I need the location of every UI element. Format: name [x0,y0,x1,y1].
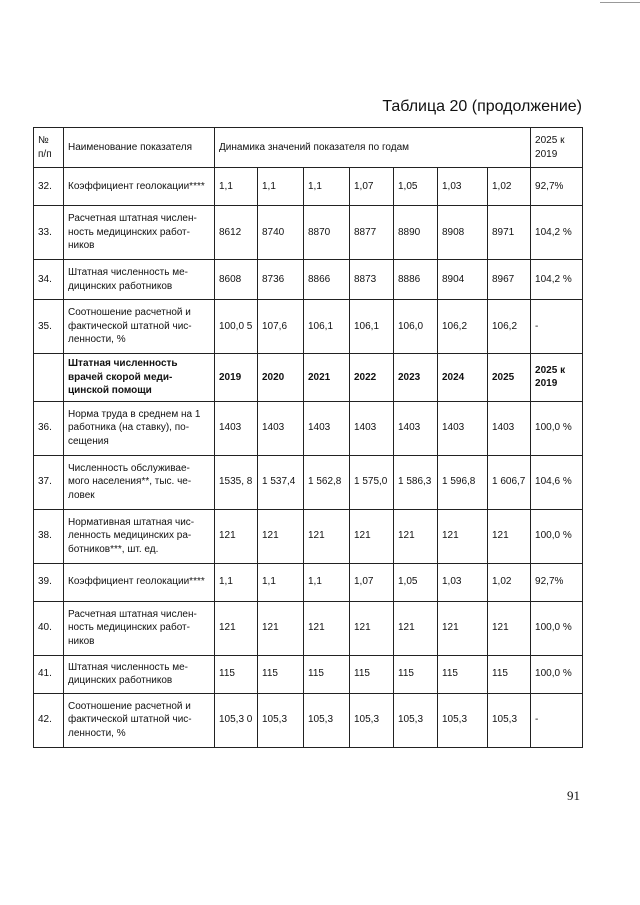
year-value: 115 [215,655,258,693]
year-value: 106,1 [350,300,394,354]
table-row [34,563,583,601]
year-value: 1,1 [215,168,258,206]
year-value: 121 [258,601,304,655]
year-value: 121 [394,601,438,655]
year-value: 105,3 0 [215,693,258,747]
row-number: 40. [34,601,64,655]
year-value: 121 [488,509,531,563]
year-value: 121 [215,601,258,655]
year-value: 1,1 [258,563,304,601]
year-value: 115 [304,655,350,693]
indicator-name: Соотношение расчетной и фактической штатной чис-ленности, % [64,693,215,747]
table-row [34,509,583,563]
row-number: 39. [34,563,64,601]
table-row [34,455,583,509]
table-row [34,601,583,655]
year-value: 107,6 [258,300,304,354]
year-value: 8736 [258,260,304,300]
year-value: 1 537,4 [258,455,304,509]
ratio-value: 2025 к 2019 [531,354,583,402]
year-value: 115 [350,655,394,693]
year-value: 2023 [394,354,438,402]
year-value: 1 586,3 [394,455,438,509]
year-value: 8967 [488,260,531,300]
year-value: 106,0 [394,300,438,354]
ratio-value: 104,6 % [531,455,583,509]
year-value: 105,3 [304,693,350,747]
year-value: 115 [488,655,531,693]
row-number: 35. [34,300,64,354]
year-value: 1,05 [394,563,438,601]
year-value: 2021 [304,354,350,402]
year-value: 8971 [488,206,531,260]
year-value: 8866 [304,260,350,300]
scan-edge-line [600,2,640,3]
indicator-name: Расчетная штатная числен-ность медицинских работ-ников [64,206,215,260]
year-value: 1 596,8 [438,455,488,509]
year-value: 121 [438,509,488,563]
year-value: 105,3 [258,693,304,747]
year-value: 1403 [438,401,488,455]
row-number: 41. [34,655,64,693]
year-value: 1,07 [350,168,394,206]
year-value: 100,0 5 [215,300,258,354]
ratio-value: 104,2 % [531,260,583,300]
year-value: 1403 [215,401,258,455]
year-value: 1 562,8 [304,455,350,509]
year-value: 105,3 [350,693,394,747]
indicator-name: Соотношение расчетной и фактической штатной чис-ленности, % [64,300,215,354]
indicator-name: Коэффициент геолокации**** [64,168,215,206]
year-value: 1,02 [488,563,531,601]
header-dynamics: Динамика значений показателя по годам [215,128,531,168]
row-number: 36. [34,401,64,455]
year-value: 1,03 [438,563,488,601]
year-value: 1,05 [394,168,438,206]
year-value: 8608 [215,260,258,300]
year-value: 106,2 [438,300,488,354]
indicator-name: Штатная численность ме-дицинских работников [64,260,215,300]
year-value: 2019 [215,354,258,402]
table-row [34,693,583,747]
table-row [34,401,583,455]
indicator-name: Штатная численность ме-дицинских работников [64,655,215,693]
indicator-name: Расчетная штатная числен-ность медицинских работ-ников [64,601,215,655]
year-value: 1,1 [304,168,350,206]
table-row [34,168,583,206]
header-no: № п/п [34,128,64,168]
year-value: 115 [258,655,304,693]
year-value: 8873 [350,260,394,300]
year-value: 2020 [258,354,304,402]
year-value: 2025 [488,354,531,402]
ratio-value: 104,2 % [531,206,583,260]
year-value: 121 [258,509,304,563]
indicator-name: Штатная численность врачей скорой меди-цинской помощи [64,354,215,402]
year-value: 1,1 [215,563,258,601]
year-value: 121 [438,601,488,655]
row-number: 34. [34,260,64,300]
page-number: 91 [567,788,580,803]
year-value: 1 575,0 [350,455,394,509]
table-header-row [34,128,583,168]
table-caption: Таблица 20 (продолжение) [382,98,582,115]
table-row [34,206,583,260]
year-value: 121 [488,601,531,655]
row-number: 38. [34,509,64,563]
year-value: 121 [304,601,350,655]
year-value: 105,3 [394,693,438,747]
year-value: 8908 [438,206,488,260]
year-value: 8904 [438,260,488,300]
year-value: 1403 [394,401,438,455]
year-value: 121 [394,509,438,563]
header-ratio: 2025 к 2019 [531,128,583,168]
year-value: 8612 [215,206,258,260]
header-name: Наименование показателя [64,128,215,168]
row-number: 33. [34,206,64,260]
indicator-name: Коэффициент геолокации**** [64,563,215,601]
year-value: 115 [438,655,488,693]
year-value: 1403 [488,401,531,455]
indicator-name: Нормативная штатная чис-ленность медицинских ра-ботников***, шт. ед. [64,509,215,563]
row-number: 37. [34,455,64,509]
table-row [34,655,583,693]
year-value: 1535, 8 [215,455,258,509]
year-value: 1,1 [304,563,350,601]
year-value: 105,3 [488,693,531,747]
ratio-value: 100,0 % [531,601,583,655]
year-value: 121 [350,601,394,655]
table-row [34,354,583,402]
year-value: 2024 [438,354,488,402]
year-value: 1,02 [488,168,531,206]
table-row [34,260,583,300]
row-number [34,354,64,402]
year-value: 2022 [350,354,394,402]
row-number: 42. [34,693,64,747]
ratio-value: 92,7% [531,563,583,601]
ratio-value: - [531,300,583,354]
indicators-table [33,127,583,748]
year-value: 121 [304,509,350,563]
ratio-value: - [531,693,583,747]
year-value: 8870 [304,206,350,260]
year-value: 115 [394,655,438,693]
year-value: 105,3 [438,693,488,747]
indicator-name: Численность обслуживае-мого населения**, тыс. че-ловек [64,455,215,509]
ratio-value: 100,0 % [531,509,583,563]
year-value: 1403 [258,401,304,455]
year-value: 8886 [394,260,438,300]
indicator-name: Норма труда в среднем на 1 работника (на ставку), по-сещения [64,401,215,455]
year-value: 1,07 [350,563,394,601]
year-value: 8890 [394,206,438,260]
year-value: 1403 [304,401,350,455]
year-value: 1,1 [258,168,304,206]
year-value: 121 [350,509,394,563]
table-row [34,300,583,354]
year-value: 106,2 [488,300,531,354]
year-value: 121 [215,509,258,563]
ratio-value: 92,7% [531,168,583,206]
year-value: 106,1 [304,300,350,354]
row-number: 32. [34,168,64,206]
ratio-value: 100,0 % [531,401,583,455]
year-value: 1 606,7 [488,455,531,509]
year-value: 1403 [350,401,394,455]
year-value: 1,03 [438,168,488,206]
ratio-value: 100,0 % [531,655,583,693]
year-value: 8877 [350,206,394,260]
year-value: 8740 [258,206,304,260]
